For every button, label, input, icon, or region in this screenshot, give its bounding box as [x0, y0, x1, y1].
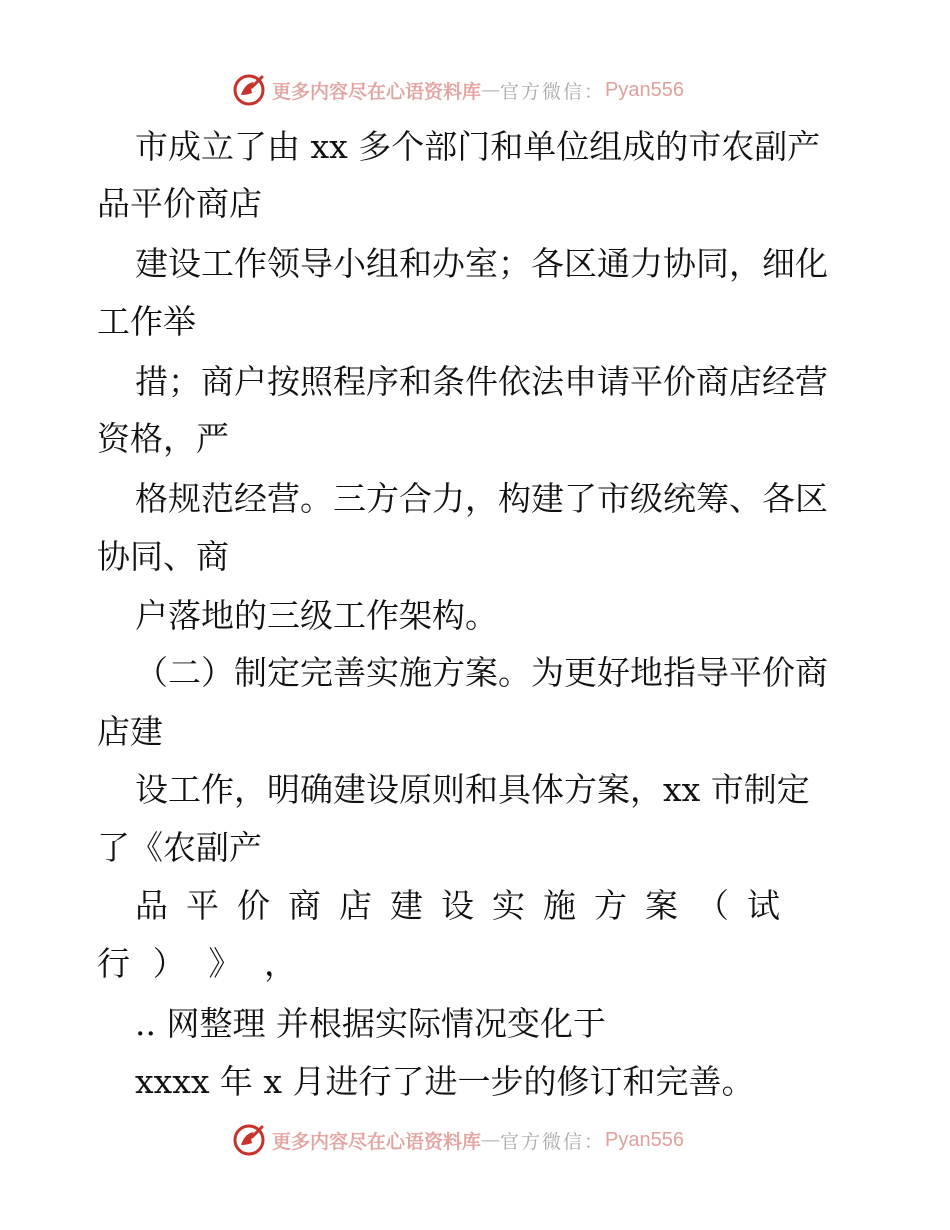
text-line: 品平价商店 — [97, 184, 262, 223]
footer-separator: — — [481, 1129, 501, 1151]
text-line: xxxx 年 x 月进行了进一步的修订和完善。 — [135, 1062, 755, 1101]
brand-logo-icon — [232, 73, 266, 107]
text-line: 措；商户按照程序和条件依法申请平价商店经营 — [135, 362, 828, 401]
text-glyph: 行 — [97, 944, 130, 983]
header-separator: — — [481, 79, 501, 101]
text-line: 店建 — [97, 712, 163, 751]
text-glyph: 施 — [543, 886, 576, 925]
text-line: 格规范经营。三方合力，构建了市级统筹、各区 — [135, 479, 828, 518]
text-line: 协同、商 — [97, 537, 229, 576]
text-line: 建设工作领导小组和办室；各区通力协同，细化 — [135, 244, 828, 283]
footer-wechat-id: Pyan556 — [605, 1128, 684, 1151]
brand-logo-icon — [232, 1123, 266, 1157]
text-glyph: 案 — [645, 886, 678, 925]
text-line-justified — [97, 944, 297, 984]
text-line: （二）制定完善实施方案。为更好地指导平价商 — [135, 653, 828, 692]
text-glyph: 商 — [288, 886, 321, 925]
text-glyph: 建 — [390, 886, 423, 925]
header-brand-text: 更多内容尽在心语资料库 — [272, 80, 482, 103]
text-line: 设工作，明确建设原则和具体方案，xx 市制定 — [135, 770, 810, 809]
text-glyph: （ — [696, 886, 729, 925]
header-banner — [232, 70, 712, 110]
text-glyph: 价 — [237, 886, 270, 925]
text-line: .. 网整理 并根据实际情况变化于 — [135, 1004, 606, 1043]
text-line: 户落地的三级工作架构。 — [135, 596, 498, 635]
text-glyph: 设 — [441, 886, 474, 925]
text-glyph: 品 — [135, 886, 168, 925]
footer-wechat-label: 官方微信： — [500, 1130, 606, 1153]
header-wechat-label: 官方微信： — [500, 80, 606, 103]
text-glyph: 试 — [747, 886, 780, 925]
text-line: 市成立了由 xx 多个部门和单位组成的市农副产 — [135, 127, 821, 166]
text-glyph: 方 — [594, 886, 627, 925]
footer-banner — [232, 1120, 712, 1160]
text-glyph: 店 — [339, 886, 372, 925]
text-glyph: ） — [152, 944, 186, 983]
text-glyph: 平 — [186, 886, 219, 925]
text-glyph: 》 — [208, 944, 242, 983]
text-line: 工作举 — [97, 302, 196, 341]
text-line-justified — [135, 886, 780, 926]
text-line: 了《农副产 — [97, 828, 262, 867]
text-glyph: ， — [263, 944, 297, 983]
footer-brand-text: 更多内容尽在心语资料库 — [272, 1130, 482, 1153]
text-line: 资格，严 — [97, 419, 229, 458]
text-glyph: 实 — [492, 886, 525, 925]
header-wechat-id: Pyan556 — [605, 78, 684, 101]
